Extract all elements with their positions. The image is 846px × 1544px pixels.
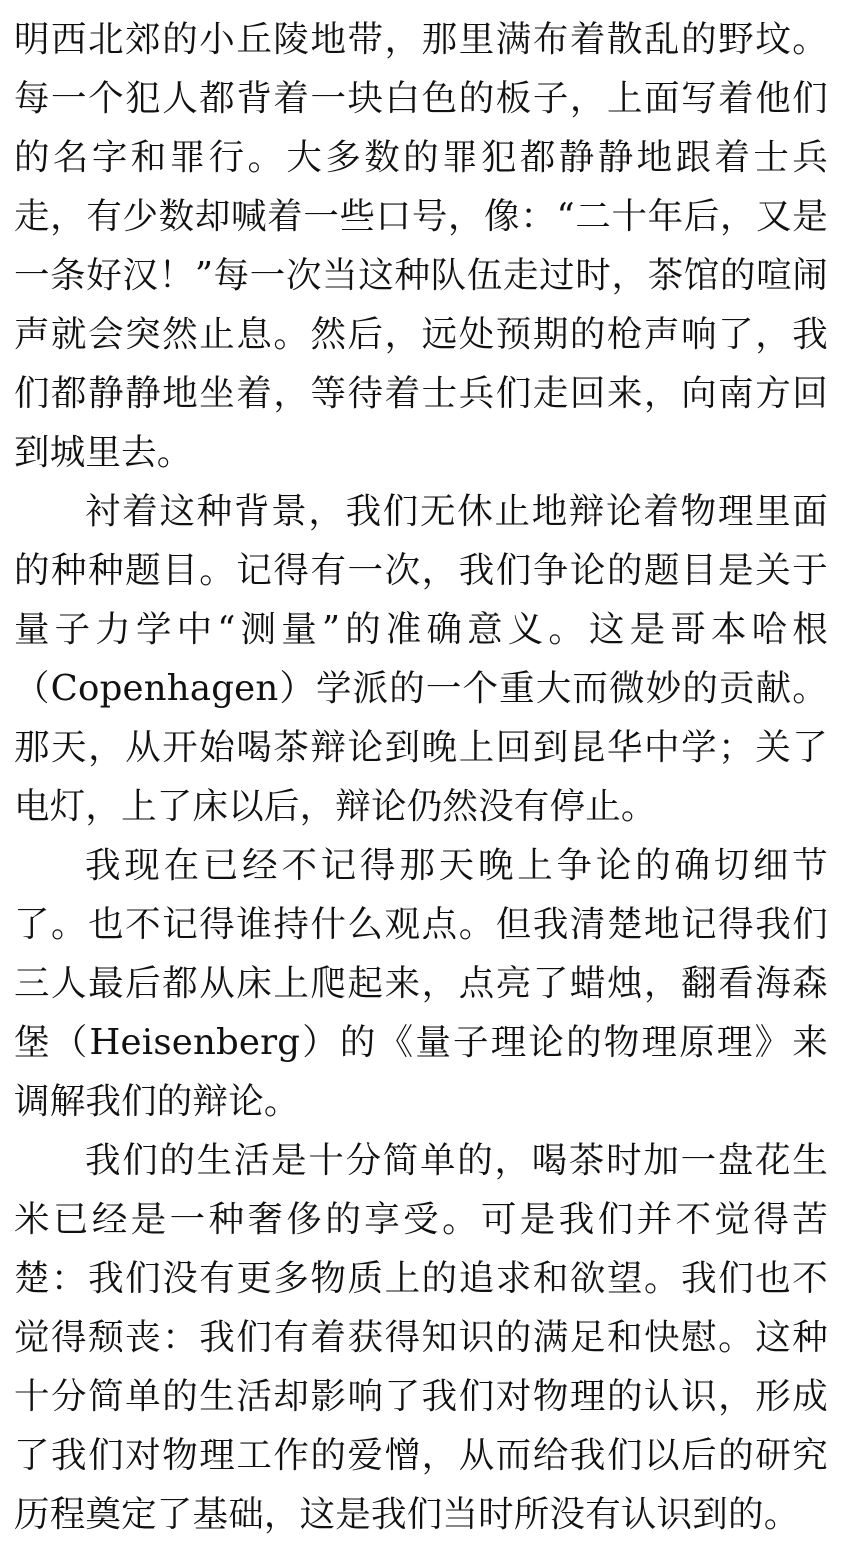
paragraph-4: 我们的生活是十分简单的，喝茶时加一盘花生米已经是一种奢侈的享受。可是我们并不觉得苦楚：我们没有更多物质上的追求和欲望。我们也不觉得颓丧：我们有着获得知识的满足和快慰。这种十分简单的生活却影响了我们对物理的认识，形成了我们对物理工作的爱憎，从而给我们以后的研究历程奠定了基础，这是我们当时所没有认识到的。 [14, 1140, 828, 1535]
page-body [14, 10, 828, 1544]
paragraph-2: 衬着这种背景，我们无休止地辩论着物理里面的种种题目。记得有一次，我们争论的题目是关于量子力学中“测量”的准确意义。这是哥本哈根（Copenhagen）学派的一个重大而微妙的贡献。那天，从开始喝茶辩论到晚上回到昆华中学；关了电灯，上了床以后，辩论仍然没有停止。 [14, 491, 828, 827]
paragraph-3: 我现在已经不记得那天晚上争论的确切细节了。也不记得谁持什么观点。但我清楚地记得我们三人最后都从床上爬起来，点亮了蜡烛，翻看海森堡（Heisenberg）的《量子理论的物理原理》来调解我们的辩论。 [14, 845, 828, 1122]
paragraph-1: 明西北郊的小丘陵地带，那里满布着散乱的野坟。每一个犯人都背着一块白色的板子，上面写着他们的名字和罪行。大多数的罪犯都静静地跟着士兵走，有少数却喊着一些口号，像：“二十年后，又是一条好汉！”每一次当这种队伍走过时，茶馆的喧闹声就会突然止息。然后，远处预期的枪声响了，我们都静静地坐着，等待着士兵们走回来，向南方回到城里去。 [14, 19, 828, 473]
